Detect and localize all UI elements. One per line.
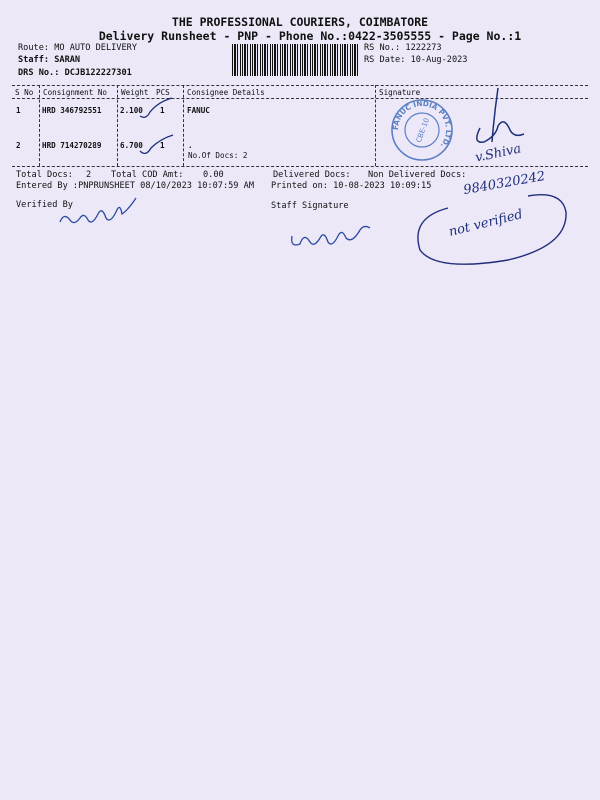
- rs-number: RS No.: 1222273: [364, 43, 442, 53]
- non-delivered-label: Non Delivered Docs:: [368, 170, 467, 180]
- column-divider: [375, 85, 376, 166]
- handwritten-receiver-name: v.Shiva: [473, 141, 523, 166]
- col-header-sno: S No: [15, 88, 34, 97]
- row1-pcs: 1: [160, 106, 165, 115]
- checkmark-icon: [138, 135, 178, 165]
- company-stamp-icon: [390, 98, 454, 162]
- no-of-docs: No.Of Docs: 2: [188, 151, 248, 160]
- entered-by: Entered By :PNPRUNSHEET 08/10/2023 10:07:59 AM: [16, 181, 254, 191]
- cod-value: 0.00: [203, 170, 224, 180]
- route-text: Route: MO AUTO DELIVERY: [18, 43, 137, 53]
- handwritten-phone: 9840320242: [462, 168, 547, 199]
- runsheet-subtitle: Delivery Runsheet - PNP - Phone No.:0422-3505555 - Page No.:1: [98, 29, 522, 43]
- barcode: [232, 44, 360, 76]
- stamp-center-text: CBE-10: [414, 116, 432, 144]
- col-header-pcs: PCS: [156, 88, 170, 97]
- checkmark-icon: [138, 98, 178, 128]
- row1-weight: 2.100: [120, 106, 143, 115]
- staff-text: Staff: SARAN: [18, 55, 81, 65]
- col-header-weight: Weight: [121, 88, 149, 97]
- handwritten-note: not verified: [447, 207, 525, 240]
- cod-label: Total COD Amt:: [111, 170, 184, 180]
- row2-pcs: 1: [160, 141, 165, 150]
- company-title: THE PROFESSIONAL COURIERS, COIMBATORE: [171, 15, 429, 29]
- total-docs-label: Total Docs:: [16, 170, 73, 180]
- row2-consignment: HRD 714270289: [42, 141, 102, 150]
- verified-by-label: Verified By: [16, 200, 73, 210]
- verifier-signature-icon: [58, 192, 140, 232]
- row1-sno: 1: [16, 106, 21, 115]
- staff-signature-icon: [288, 218, 372, 252]
- table-bottom-border: [12, 166, 588, 167]
- delivered-label: Delivered Docs:: [273, 170, 351, 180]
- col-header-consignment: Consignment No: [43, 88, 108, 97]
- col-header-consignee: Consignee Details: [187, 88, 265, 97]
- row2-consignee: .: [188, 141, 193, 150]
- stamp-ring-text: FANUC INDIA PVT. LTD.: [390, 98, 454, 150]
- row2-weight: 6.700: [120, 141, 143, 150]
- col-header-signature: Signature: [379, 88, 421, 97]
- column-divider: [39, 85, 40, 166]
- printed-on: Printed on: 10-08-2023 10:09:15: [271, 181, 432, 191]
- column-divider: [117, 85, 118, 166]
- row1-consignment: HRD 346792551: [42, 106, 102, 115]
- rs-date: RS Date: 10-Aug-2023: [364, 55, 468, 65]
- column-divider: [183, 85, 184, 166]
- note-circle-icon: [408, 188, 578, 272]
- row1-consignee: FANUC: [187, 106, 210, 115]
- drs-number: DRS No.: DCJB122227301: [18, 68, 132, 78]
- total-docs-value: 2: [86, 170, 92, 180]
- staff-signature-label: Staff Signature: [271, 201, 349, 211]
- row2-sno: 2: [16, 141, 21, 150]
